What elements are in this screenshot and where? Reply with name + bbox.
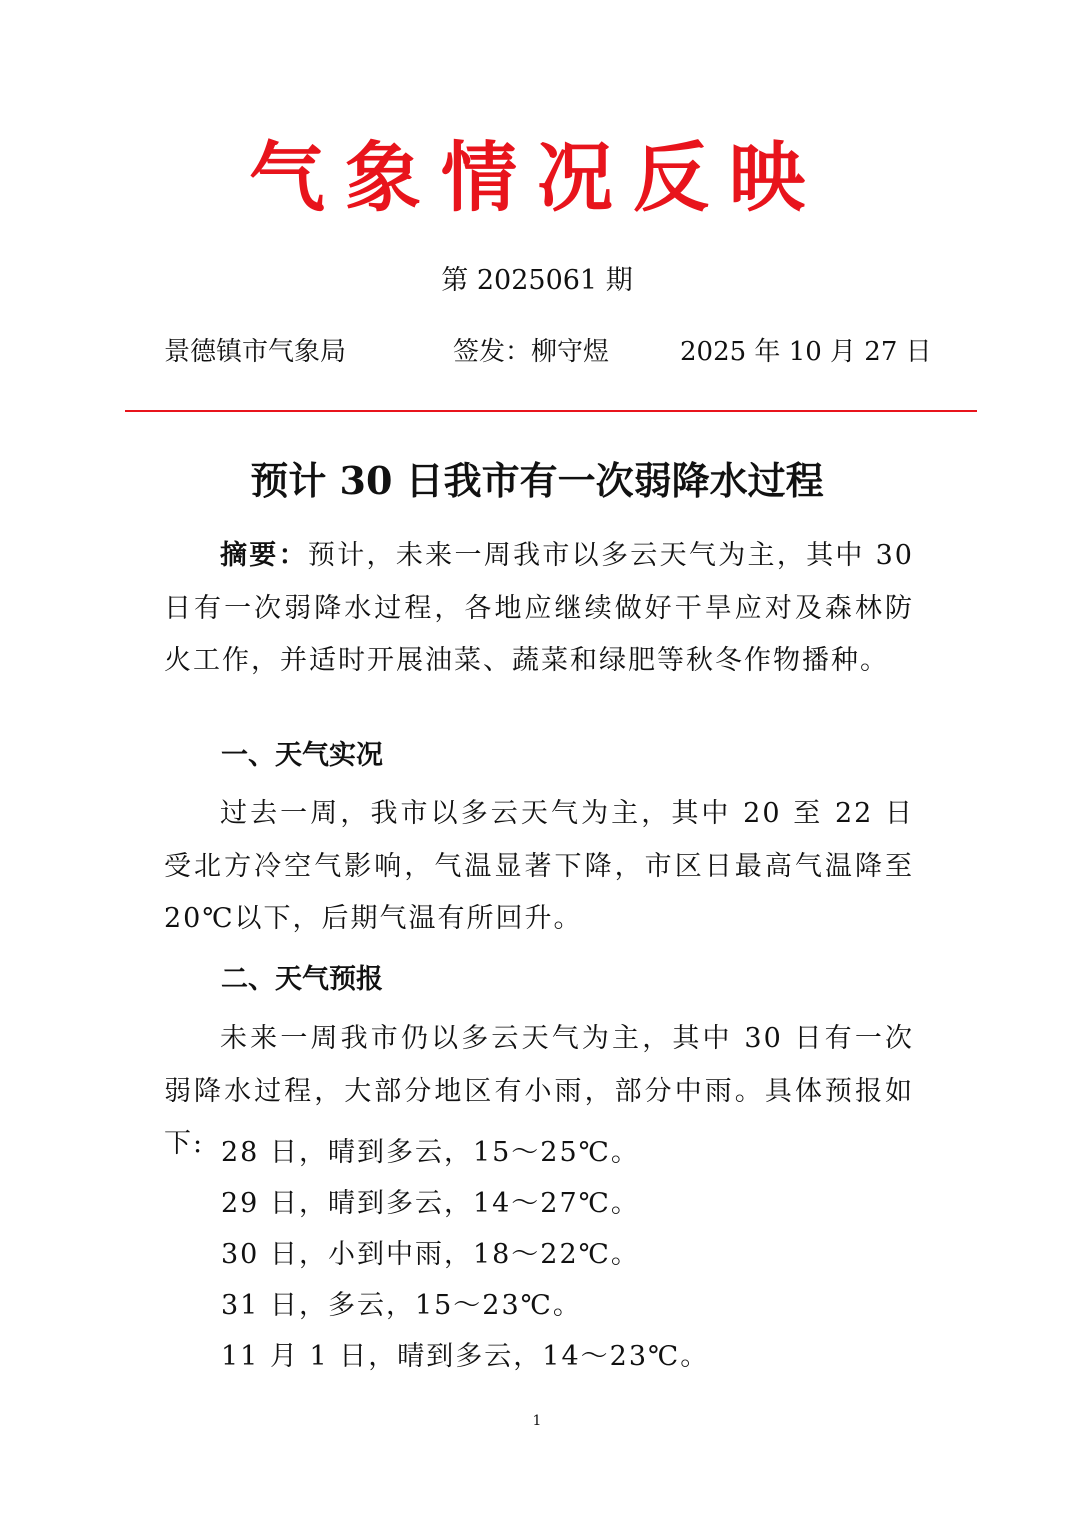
forecast-item: 31 日，多云，15～23℃。 bbox=[221, 1290, 582, 1321]
masthead-title: 气象情况反映 bbox=[249, 133, 825, 222]
issue-date: 2025 年 10 月 27 日 bbox=[680, 337, 932, 367]
summary-paragraph bbox=[164, 530, 914, 688]
summary-text: 预计，未来一周我市以多云天气为主，其中 30 日有一次弱降水过程，各地应继续做好干旱应对及森林防火工作，并适时开展油菜、蔬菜和绿肥等秋冬作物播种。 bbox=[164, 540, 914, 676]
forecast-item: 11 月 1 日，晴到多云，14～23℃。 bbox=[221, 1341, 710, 1372]
section-heading-forecast: 二、天气预报 bbox=[221, 964, 383, 995]
forecast-paragraph: 未来一周我市仍以多云天气为主，其中 30 日有一次弱降水过程，大部分地区有小雨，部分中雨。具体预报如下: bbox=[164, 1023, 914, 1159]
page-number: 1 bbox=[532, 1413, 542, 1429]
observation-paragraph: 过去一周，我市以多云天气为主，其中 20 至 22 日受北方冷空气影响，气温显著下降，市区日最高气温降至 20℃以下，后期气温有所回升。 bbox=[164, 798, 914, 934]
signer: 签发：柳守煜 bbox=[453, 337, 610, 367]
red-divider bbox=[125, 410, 977, 412]
forecast-item: 28 日，晴到多云，15～25℃。 bbox=[221, 1137, 640, 1168]
forecast-item: 30 日，小到中雨，18～22℃。 bbox=[221, 1239, 640, 1270]
forecast-item: 29 日，晴到多云，14～27℃。 bbox=[221, 1188, 640, 1219]
issuer-name: 景德镇市气象局 bbox=[164, 337, 347, 367]
issue-number: 第 2025061 期 bbox=[441, 265, 633, 296]
section-heading-observation: 一、天气实况 bbox=[221, 740, 383, 771]
forecast-list bbox=[221, 1127, 709, 1382]
summary-label: 摘要： bbox=[220, 540, 308, 571]
document-title: 预计 30 日我市有一次弱降水过程 bbox=[250, 458, 824, 503]
issuer-row bbox=[164, 332, 932, 372]
